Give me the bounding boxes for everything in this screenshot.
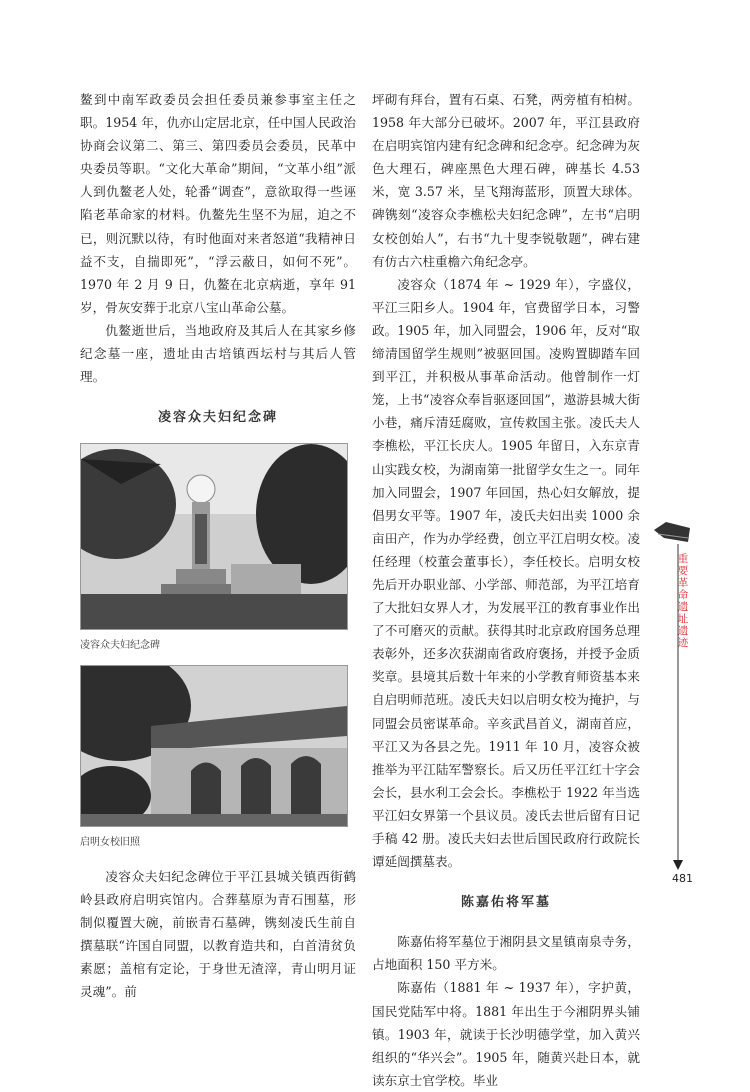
school-photo	[80, 665, 348, 827]
page-number: 481	[672, 872, 693, 885]
paragraph: 陈嘉佑（1881 年 ~ 1937 年），字护黄，国民党陆军中将。1881 年出生于今湘阴界头铺镇。1903 年，就读于长沙明德学堂，加入黄兴组织的“华兴会”。1905 年，随黄兴赴日本，就读东京士官学校。毕业	[372, 980, 640, 1088]
left-column	[80, 88, 356, 1003]
section-title: 陈嘉佑将军墓	[460, 895, 551, 911]
memorial-photo	[80, 443, 348, 630]
photo-caption: 启明女校旧照	[80, 837, 140, 849]
paragraph: 仇鳌逝世后，当地政府及其后人在其家乡修纪念墓一座，遗址由古培镇西坛村与其后人管理。	[80, 322, 356, 385]
paragraph: 鳌到中南军政委员会担任委员兼参事室主任之职。1954 年，仇亦山定居北京，任中国人民政治协商会议第二、第三、第四委员会委员，民革中央委员等职。“文化大革命”期间，“文革小组”派人到仇鳌老人处，轮番“调查”，意欲取得一些诬陷老革命家的材料。仇鳌先生坚不为屈，迫之不已，则沉默以待，有时他面对来者怒道“我精神日益不支，自揣即死”，“浮云蔽日，如何不死”。1970 年 2 月 9 日，仇鳌在北京病逝，享年 91 岁，骨灰安葬于北京八宝山革命公墓。	[80, 92, 356, 315]
chapter-label: 重要革命遗址遗迹	[677, 553, 689, 649]
paragraph: 凌容众夫妇纪念碑位于平江县城关镇西街鹤岭县政府启明宾馆内。合葬墓原为青石围墓，形制似覆置大碗，前嵌青石墓碑，镌刻凌氏生前自撰墓联“许国自同盟，以教育造共和，白首清贫负素愿；盖棺有定论，于身世无渣滓，青山明月证灵魂”。前	[80, 868, 356, 999]
photo-caption: 凌容众夫妇纪念碑	[80, 640, 160, 652]
paragraph: 陈嘉佑将军墓位于湘阴县文星镇南泉寺务，占地面积 150 平方米。	[372, 934, 640, 973]
section-title: 凌容众夫妇纪念碑	[157, 410, 278, 426]
paragraph: 凌容众（1874 年 ~ 1929 年），字盛仪，平江三阳乡人。1904 年，官费留学日本，习警政。1905 年，加入同盟会，1906 年，反对“取缔清国留学生规则”被驱回国。凌购置脚踏车回到平江，并积极从事革命活动。他曾制作一灯笼，上书“凌容众奉旨驱逐回国”，遨游县城大街小巷，痛斥清廷腐败，宣传救国主张。凌氏夫人李樵松，平江长庆人。1905 年留日，入东京青山实践女校，为湖南第一批留学女生之一。同年加入同盟会，1907 年回国，热心妇女解放，提倡男女平等。1907 年，凌氏夫妇出卖 1000 余亩田产，作为办学经费，创立平江启明女校。凌任经理（校董会董事长），李任校长。启明女校先后开办职业部、小学部、师范部，为平江培育了大批妇女界人才，为发展平江的教育事业作出了不可磨灭的贡献。获得其时北京政府国务总理表彰外，还多次获湖南省政府褒扬，并授予金质奖章。县境其后数十年来的小学教育师资基本来自启明师范班。凌氏夫妇以启明女校为掩护，与同盟会员密谋革命。辛亥武昌首义，湖南首应，平江又为各县之先。1911 年 10 月，凌容众被推举为平江陆军警察长。后又历任平江红十字会会长，县水利工会会长。李樵松于 1922 年当选平江妇女界第一个县议员。凌氏去世后留有日记手稿 42 册。凌氏夫妇去世后国民政府行政院长谭延闿撰墓表。	[372, 276, 640, 870]
school-illustration	[81, 666, 347, 826]
right-column	[372, 88, 640, 1092]
paragraph: 坪砌有拜台，置有石桌、石凳，两旁植有柏树。1958 年大部分已破坏。2007 年，平江县政府在启明宾馆内建有纪念碑和纪念亭。纪念碑为灰色大理石，碑座黑色大理石碑，碑基长 4.53 米，宽 3.57 米，呈飞翔海蓝形，顶置大球体。碑镌刻“凌容众李樵松夫妇纪念碑”，左书“启明女校创始人”，右书“九十叟李锐敬题”，碑右建有仿古六柱重檐六角纪念亭。	[372, 92, 640, 269]
memorial-illustration	[81, 444, 347, 629]
